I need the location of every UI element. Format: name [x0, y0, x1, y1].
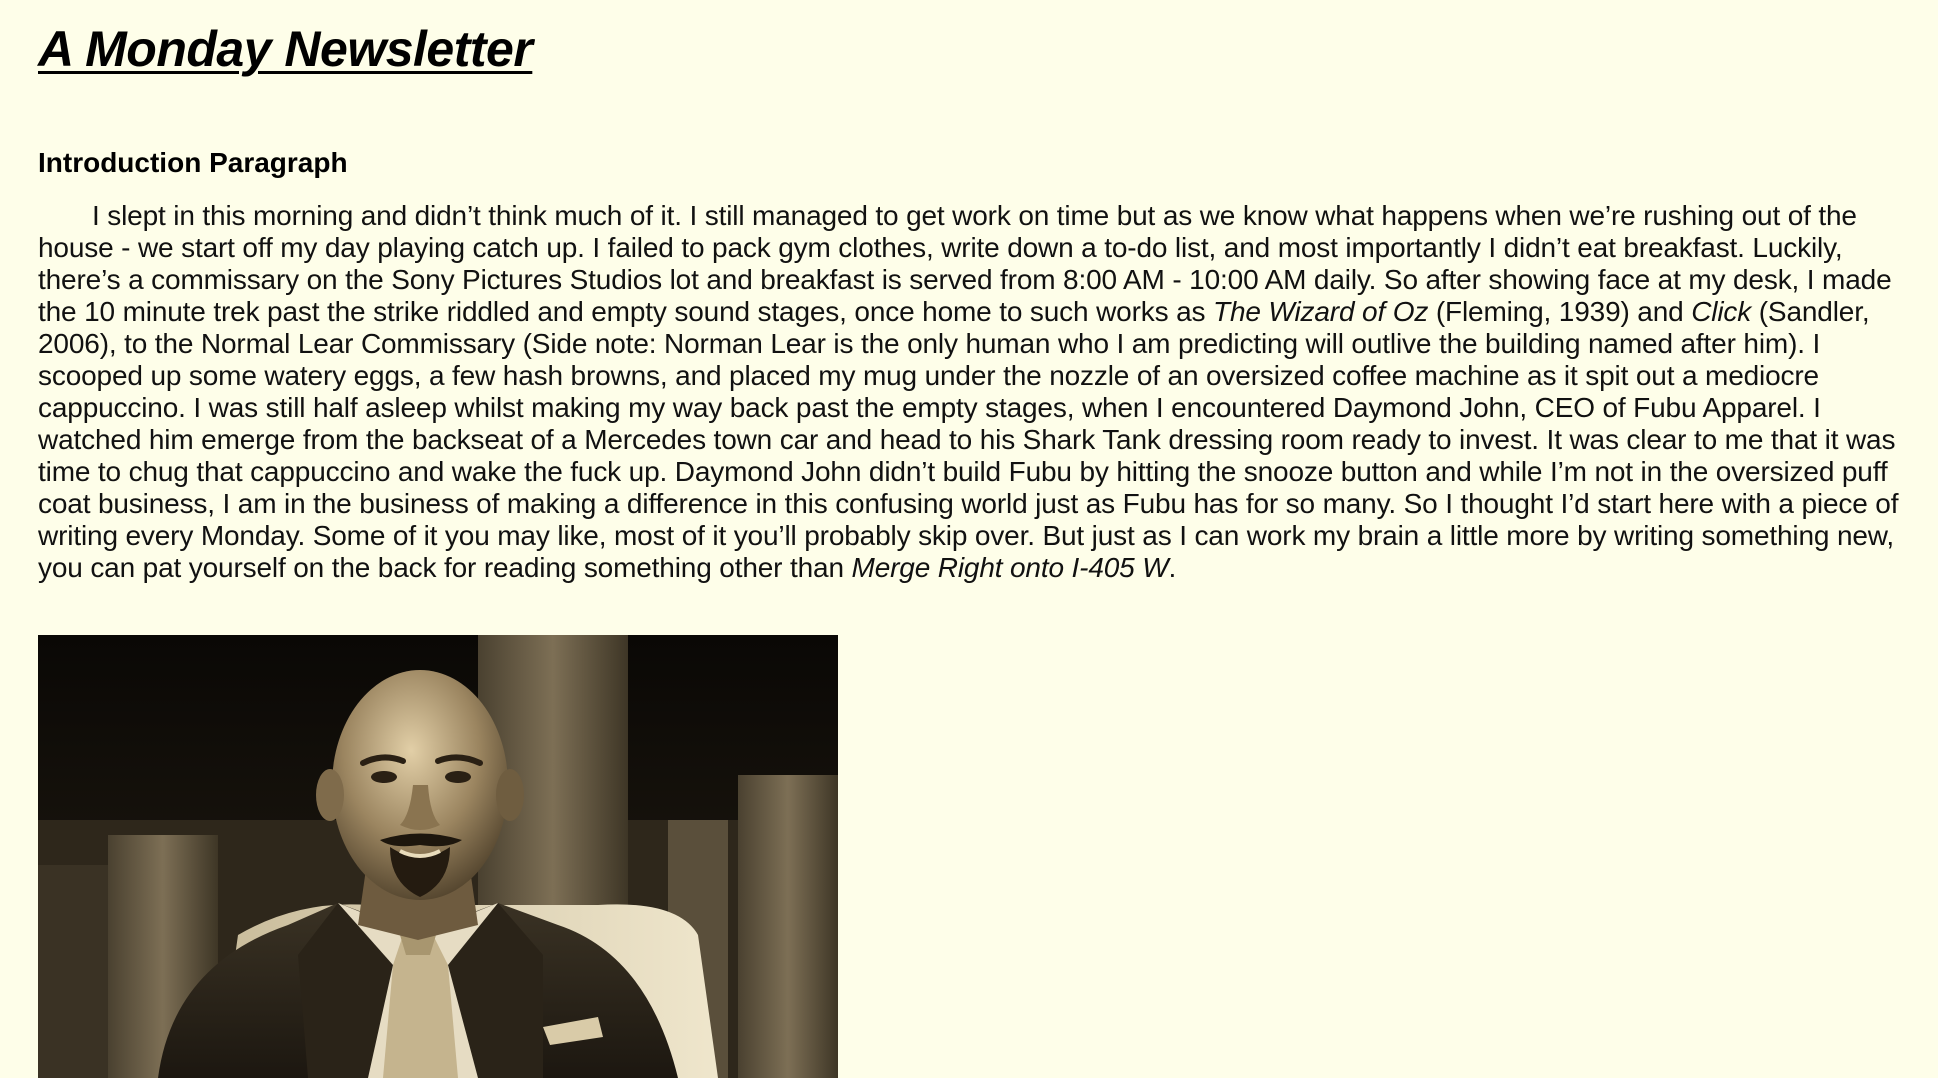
intro-text-part2: (Fleming, 1939) and	[1428, 296, 1692, 327]
intro-text-part4: .	[1168, 552, 1177, 583]
road-title-merge-right: Merge Right onto I-405 W	[851, 552, 1169, 583]
ear-left	[316, 769, 344, 821]
daymond-john-photo	[38, 635, 838, 1078]
intro-text-part3: (Sandler, 2006), to the Normal Lear Commissary (Side note: Norman Lear is the only human who I am predicting will outlive the building named after him). I scooped up some watery eggs, a few hash browns, and placed my mug under the nozzle of an oversized coffee machine as it spit out a mediocre cappuccino. I was still half asleep whilst making my way back past the empty stages, when I encountered Daymond John, CEO of Fubu Apparel. I watched him emerge from the backseat of a Mercedes town car and head to his Shark Tank dressing room ready to invest. It was clear to me that it was time to chug that cappuccino and wake the fuck up. Daymond John didn’t build Fubu by hitting the snooze button and while I’m not in the oversized puff coat business, I am in the business of making a difference in this confusing world just as Fubu has for so many. So I thought I’d start here with a piece of writing every Monday. Some of it you may like, most of it you’ll probably skip over. But just as I can work my brain a little more by writing something new, you can pat yourself on the back for reading something other than	[38, 296, 1899, 583]
eye-right	[445, 771, 471, 783]
newsletter-page	[38, 0, 1918, 584]
page-title: A Monday Newsletter	[38, 21, 533, 77]
ear-right	[496, 769, 524, 821]
set-panel-left	[38, 865, 108, 1078]
portrait-illustration	[38, 635, 838, 1078]
eye-left	[371, 771, 397, 783]
intro-paragraph	[38, 200, 1918, 584]
film-title-click: Click	[1691, 296, 1752, 327]
intro-text-part1: I slept in this morning and didn’t think much of it. I still managed to get work on time but as we know what happens when we’re rushing out of the house - we start off my day playing catch up. I failed to pack gym clothes, write down a to-do list, and most importantly I didn’t eat breakfast. Luckily, there’s a commissary on the Sony Pictures Studios lot and breakfast is served from 8:00 AM - 10:00 AM daily. So after showing face at my desk, I made the 10 minute trek past the strike riddled and empty sound stages, once home to such works as	[38, 200, 1892, 327]
film-title-wizard-of-oz: The Wizard of Oz	[1213, 296, 1429, 327]
section-heading: Introduction Paragraph	[38, 147, 348, 178]
set-pillar-right	[738, 775, 838, 1078]
